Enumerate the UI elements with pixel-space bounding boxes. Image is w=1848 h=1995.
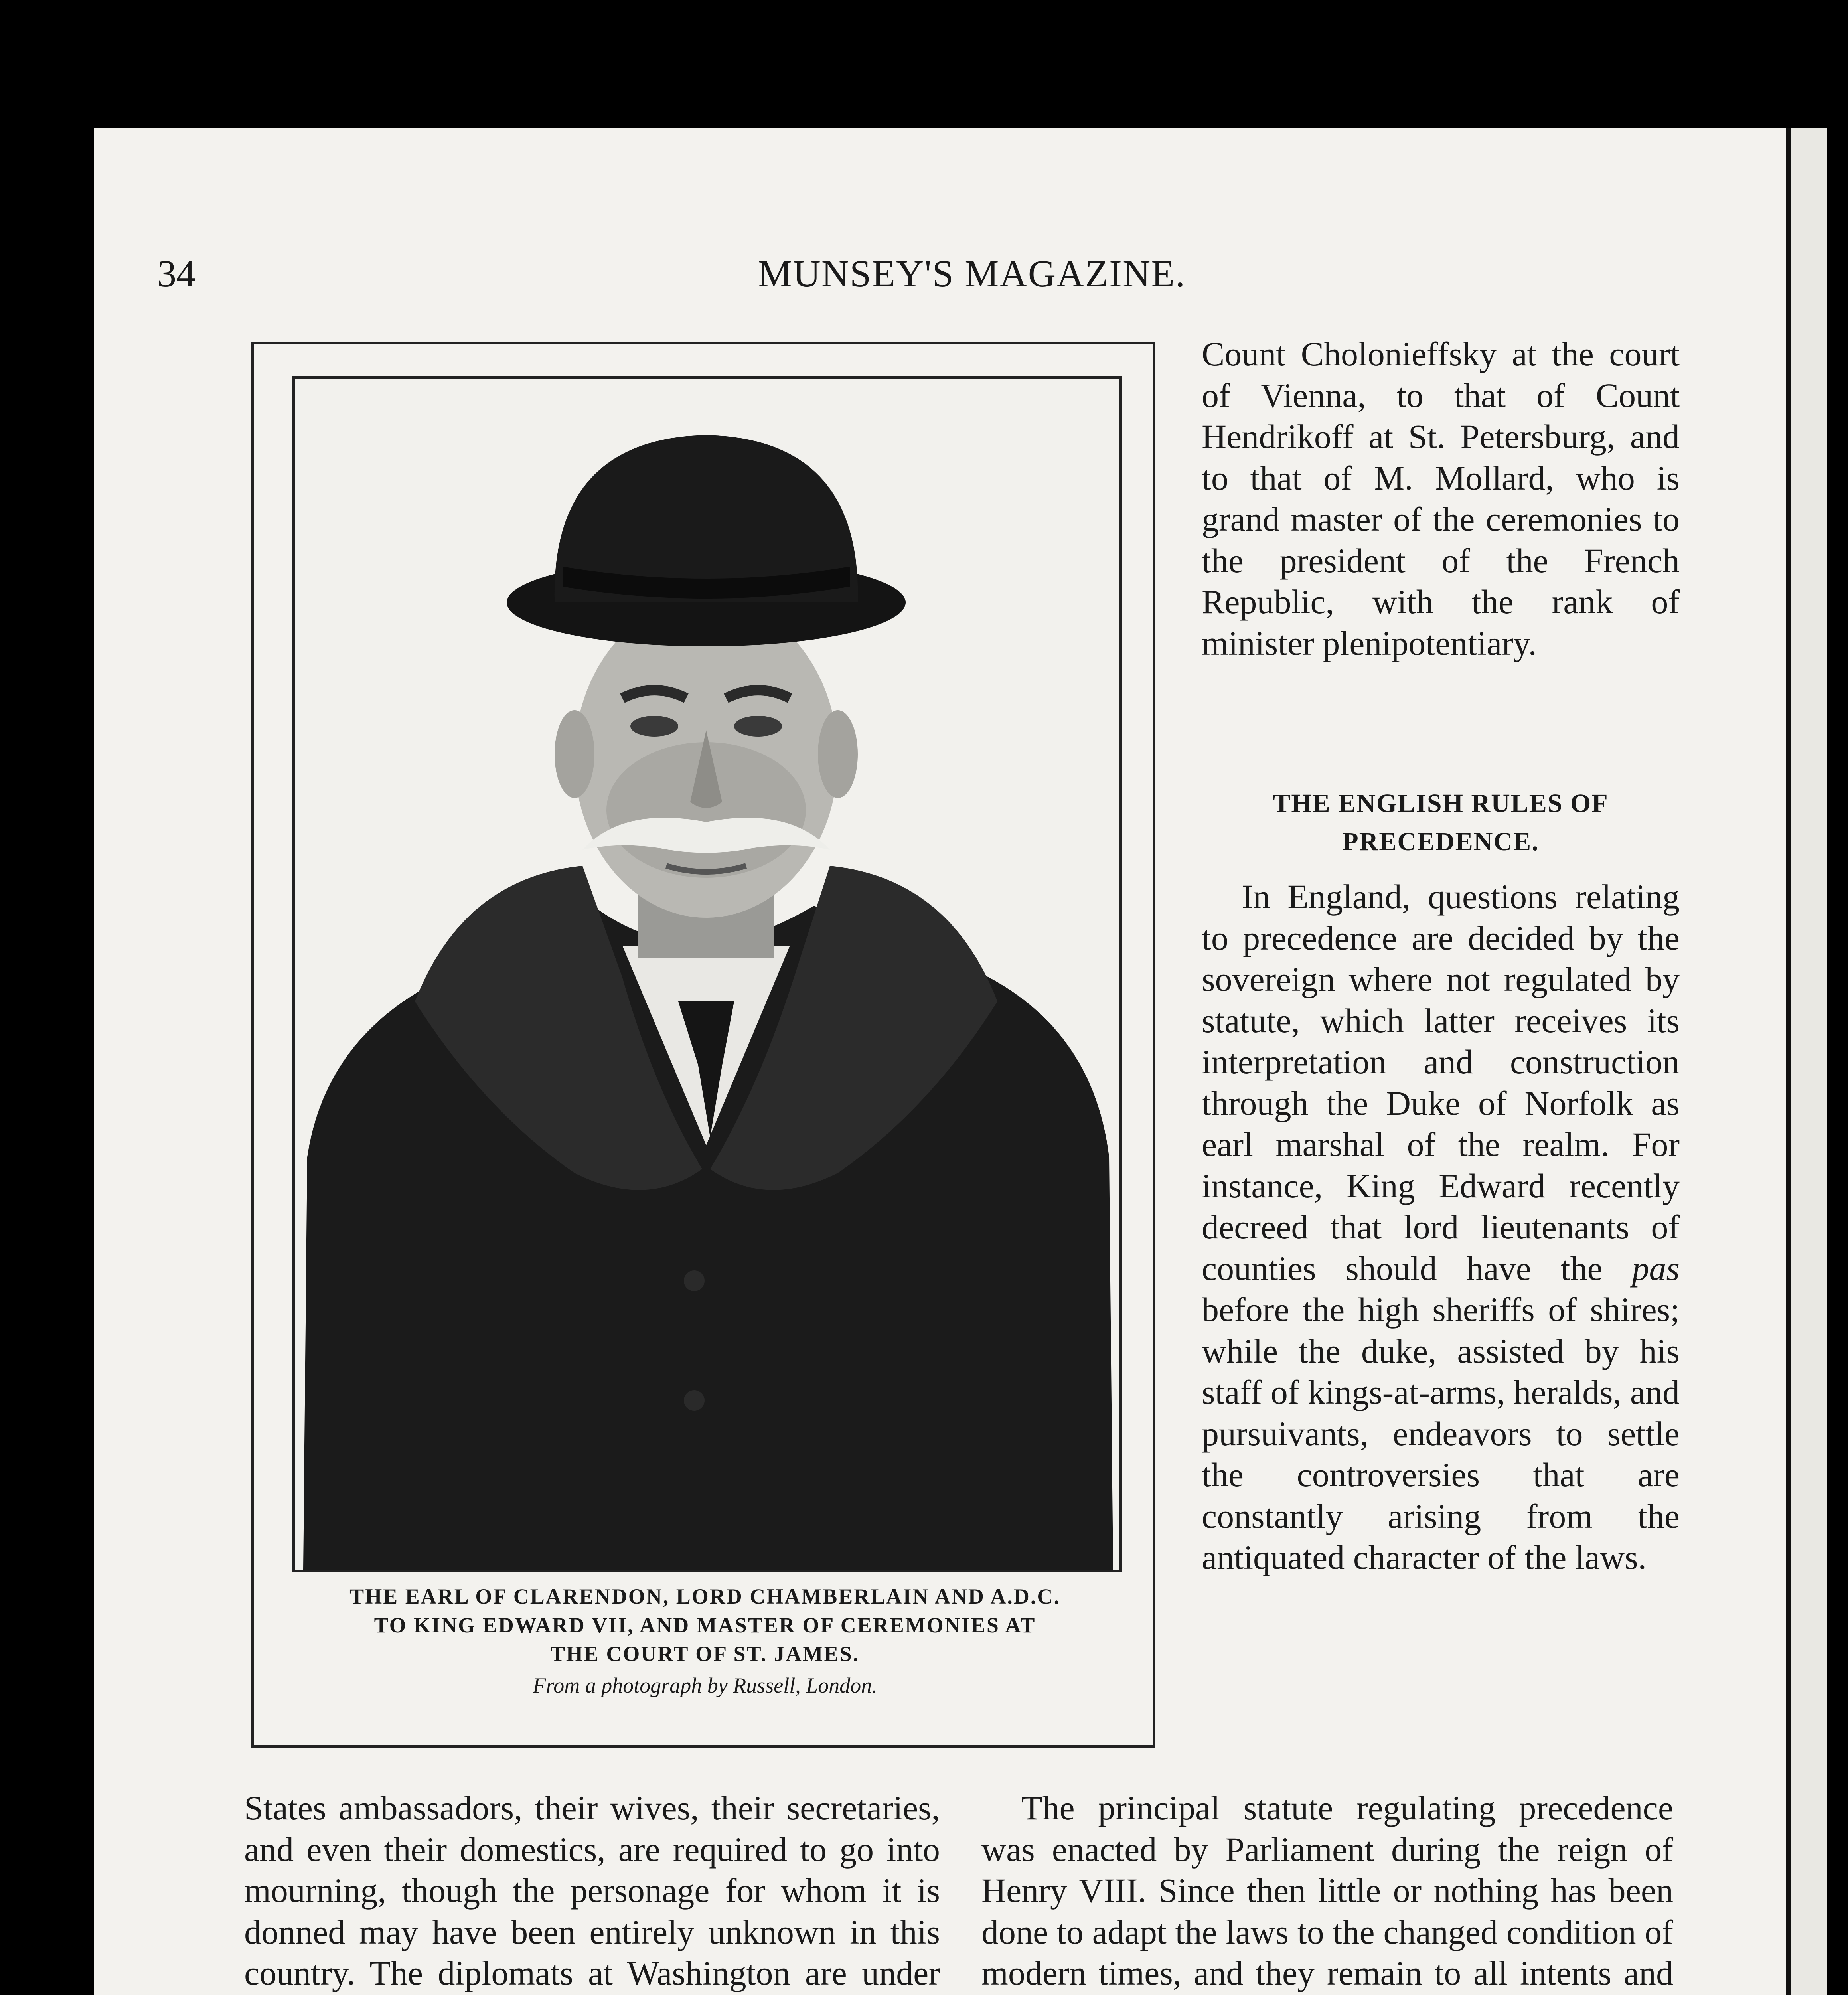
caption-line: THE EARL OF CLARENDON, LORD CHAMBERLAIN AND A.D.C. (349, 1584, 1060, 1608)
section-heading (1202, 784, 1680, 861)
italic-term: pas (1632, 1249, 1680, 1288)
paragraph (1202, 876, 1680, 1578)
paragraph-text: before the high sheriffs of shires; while the duke, assisted by his staff of kings-at-arms, heralds, and pursuivants, endeavors to settle the controversies that are constantly arising from the antiquated character of the laws. (1202, 1290, 1680, 1576)
right-column-middle (1202, 876, 1680, 1578)
paragraph: Count Cholonieffsky at the court of Vienna, to that of Count Hendrikoff at St. Petersburg, and to that of M. Mollard, who is grand master of the ceremonies to the president of the French Republic, with the rank of minister plenipotentiary. (1202, 335, 1680, 662)
paragraph: States ambassadors, their wives, their secretaries, and even their domestics, are required to go into mourning, though the personage for whom it is donned may have been entirely unknown in this country. The diplomats at Washington are under (244, 1789, 940, 1992)
figure-caption (286, 1582, 1124, 1668)
left-column-bottom (244, 1788, 940, 1995)
portrait-illustration (295, 379, 1119, 1570)
portrait-photo (292, 376, 1122, 1572)
running-head: MUNSEY'S MAGAZINE. (758, 252, 1186, 295)
paragraph: The principal statute regulating precedence was enacted by Parliament during the reign of Henry VIII. Since then little or nothing has been done to adapt the laws to the changed condition of modern times, and they remain to all intents and (981, 1789, 1673, 1992)
page-number: 34 (157, 252, 195, 295)
section-heading-line: PRECEDENCE. (1342, 827, 1539, 856)
paragraph-text: In England, questions relating to precedence are decided by the sovereign where not regulated by statute, which latter receives its interpretation and construction through the Duke of Norfolk as earl marshal of the realm. For instance, King Edward recently decreed that lord lieutenants of counties should have the (1202, 877, 1680, 1288)
right-column-top (1202, 334, 1680, 664)
caption-line: THE COURT OF ST. JAMES. (550, 1642, 860, 1666)
portrait-figure (251, 342, 1155, 1748)
facing-page-edge (1786, 128, 1827, 1995)
right-column-bottom (981, 1788, 1673, 1995)
caption-line: TO KING EDWARD VII, AND MASTER OF CEREMONIES AT (374, 1613, 1036, 1637)
section-heading-line: THE ENGLISH RULES OF (1273, 789, 1609, 818)
photo-credit: From a photograph by Russell, London. (533, 1673, 877, 1697)
